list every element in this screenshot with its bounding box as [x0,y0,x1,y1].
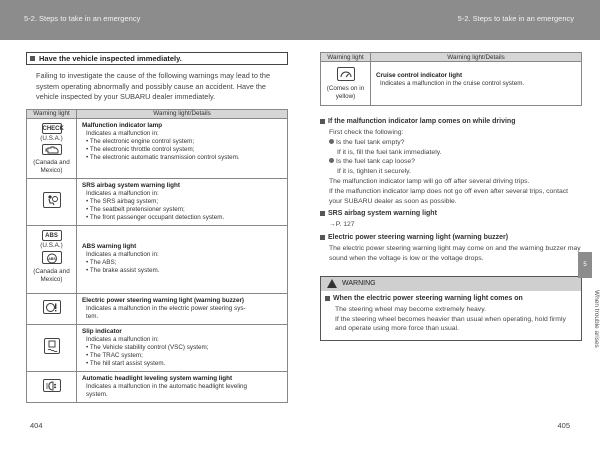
icon-caption: (Canada and Mexico) [33,267,70,283]
airbag-icon [43,192,61,208]
warning-text: If the steering wheel becomes heavier than usual when operating, hold firmly and operate using more force than usual. [335,315,566,333]
body-text: The malfunction indicator lamp will go off after several driving trips. [329,177,530,185]
section-marker [320,119,325,124]
section-title: Electric power steering warning light (warning buzzer) [328,234,509,242]
light-name: Automatic headlight leveling system warning light [82,374,233,382]
check-engine-icon: CHECK [42,123,62,134]
bullet-icon [329,158,334,163]
light-detail: system. [86,390,108,398]
list-item [329,138,582,158]
light-detail: Indicates a malfunction in the electric power steering sys- [86,304,246,312]
body-text: The electric power steering warning light may come on and the warning buzzer may sound when the voltage is low or the voltage drops. [329,245,581,262]
page-number-left: 404 [30,421,43,430]
header-right: 5-2. Steps to take in an emergency [457,14,574,23]
intro-paragraph: Failing to investigate the cause of the following warnings may lead to the system operating abnormally and possibly cause an accident. Have the vehicle inspected by your SUBARU dealer immediately. [36,71,271,101]
cruise-control-table [320,52,582,106]
light-detail: tem. [86,312,99,320]
section-srs [320,210,582,230]
headlight-leveling-icon [43,379,61,392]
table-row [27,371,288,402]
section-marker [320,235,325,240]
table-row [27,225,288,293]
light-detail: • The Vehicle stability control (VSC) system; [86,343,209,351]
left-page [26,52,288,403]
warning-light-table [26,109,288,403]
steering-warning-icon [43,300,61,314]
chapter-tab-label: When trouble arises [593,290,600,348]
light-name: Slip indicator [82,327,122,335]
page-number-right: 405 [557,421,570,430]
table-row [27,293,288,324]
bullet-text: Is the fuel tank empty? [336,138,405,146]
bullet-subtext: If it is, tighten it securely. [337,168,411,176]
abs-circle-icon [42,251,62,264]
section-marker [325,296,330,301]
list-item [329,157,582,177]
heading-marker [30,56,35,61]
light-name: Malfunction indicator lamp [82,121,163,129]
engine-icon [42,144,62,155]
section-eps [320,234,582,264]
light-detail: • The seatbelt pretensioner system; [86,205,185,213]
light-name: Cruise control indicator light [376,72,463,79]
light-detail: Indicates a malfunction in the automatic headlight leveling [86,382,248,390]
cruise-control-icon [337,67,355,81]
light-detail: • The electronic throttle control system; [86,145,195,153]
light-detail: Indicates a malfunction in: [86,335,159,343]
slip-indicator-icon [44,338,60,354]
light-detail: • The SRS airbag system; [86,197,159,205]
light-detail: • The electronic automatic transmission control system. [86,153,240,161]
table-row [27,324,288,371]
bullet-text: Is the fuel tank cap loose? [336,158,415,166]
body-text: First check the following: [329,129,404,136]
warning-header [321,277,581,291]
light-detail: • The brake assist system. [86,267,160,274]
light-detail: • The electronic engine control system; [86,137,195,145]
page-reference-link[interactable]: →P. 127 [329,221,355,229]
section-title: SRS airbag system warning light [328,210,437,218]
light-detail: • The hill start assist system. [86,359,166,367]
light-detail: • The front passenger occupant detection system. [86,213,225,221]
section-title: If the malfunction indicator lamp comes on while driving [328,118,516,125]
chapter-tab-number: 5 [578,252,592,278]
abs-icon: ABS [42,230,62,241]
col-header-details: Warning light/Details [371,53,582,62]
col-header-light: Warning light [321,53,371,62]
light-detail: Indicates a malfunction in: [86,189,159,197]
light-detail: Indicates a malfunction in: [86,251,159,258]
light-name: ABS warning light [82,243,137,250]
bullet-icon [329,139,334,144]
bullet-subtext: If it is, fill the fuel tank immediately. [337,148,442,156]
warning-triangle-icon [327,279,337,288]
col-header-light: Warning light [27,109,77,118]
page-header [0,0,600,40]
svg-text:ABS: ABS [47,256,56,261]
table-row [27,118,288,178]
header-left: 5-2. Steps to take in an emergency [24,14,141,23]
body-text: If the malfunction indicator lamp does not go off even after several trips, contact your SUBARU dealer as soon as possible. [329,187,569,205]
table-row [321,62,582,106]
section-marker [320,211,325,216]
light-detail: • The TRAC system; [86,351,143,359]
warning-text: The steering wheel may become extremely heavy. [335,305,486,313]
table-row [27,178,288,225]
icon-caption: (Canada and Mexico) [33,158,70,174]
light-detail: Indicates a malfunction in the cruise control system. [380,80,525,87]
light-detail: Indicates a malfunction in: [86,129,159,137]
section-mil-driving [320,118,582,206]
section-heading [26,52,288,65]
warning-title: When the electric power steering warning light comes on [333,294,523,302]
icon-caption: (U.S.A.) [40,134,63,142]
light-name: SRS airbag system warning light [82,181,180,189]
light-name: Electric power steering warning light (warning buzzer) [82,296,244,304]
right-page [320,52,582,341]
warning-label: WARNING [342,280,376,288]
icon-caption: (Comes on in yellow) [326,85,365,100]
warning-box [320,276,582,341]
col-header-details: Warning light/Details [77,109,288,118]
heading-text: Have the vehicle inspected immediately. [39,54,182,63]
icon-caption: (U.S.A.) [40,241,63,249]
light-detail: • The ABS; [86,259,117,266]
